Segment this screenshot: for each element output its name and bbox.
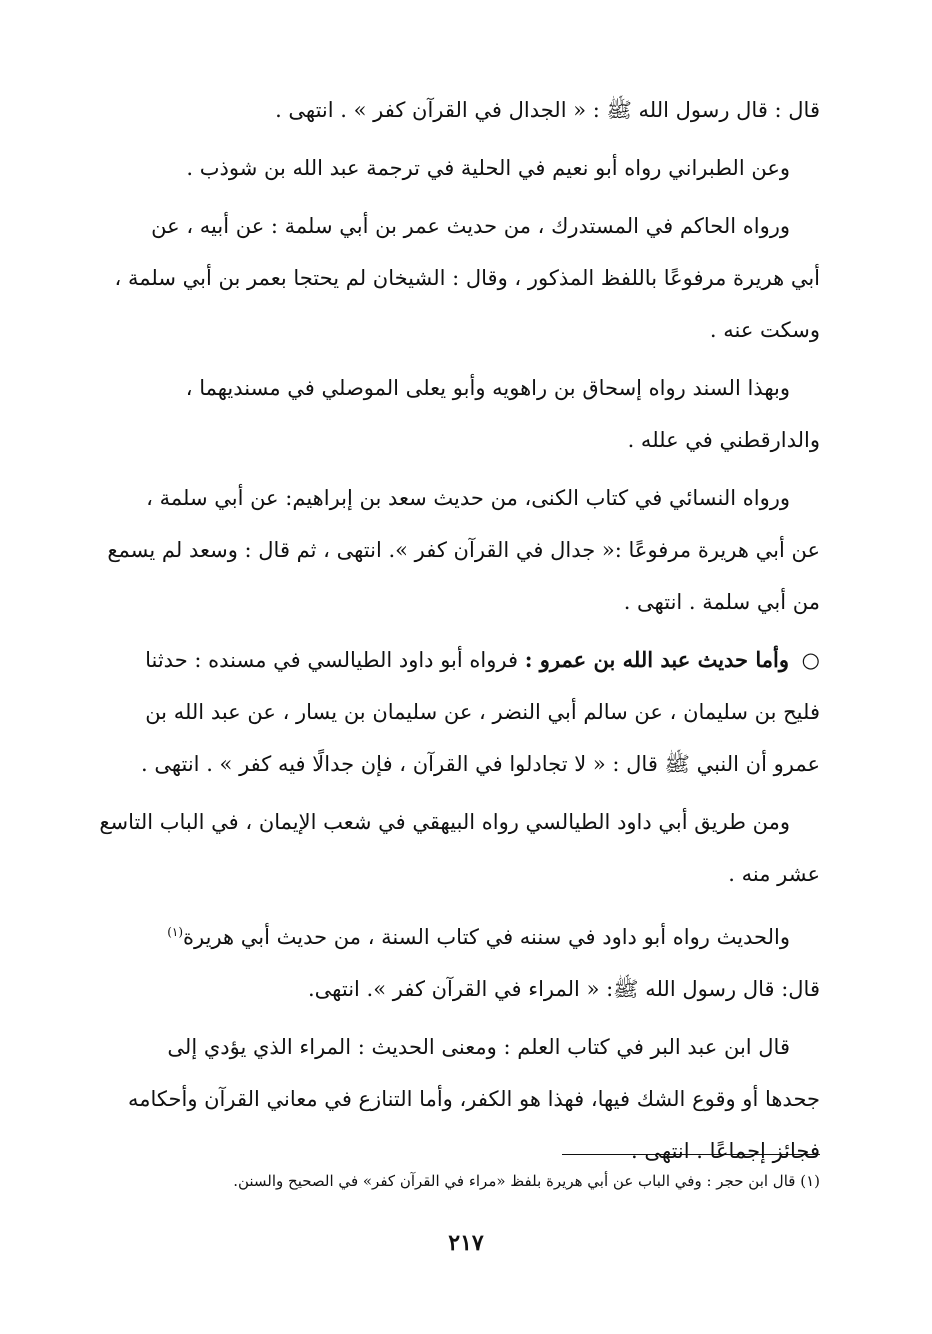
text-line-with-ref bbox=[100, 906, 820, 963]
text-line: وعن الطبراني رواه أبو نعيم في الحلية في ترجمة عبد الله بن شوذب . bbox=[186, 156, 790, 180]
text-line: والدارقطني في علله . bbox=[627, 428, 820, 452]
text-line: جحدها أو وقوع الشك فيها، فهذا هو الكفر، وأما التنازع في معاني القرآن وأحكامه bbox=[128, 1087, 820, 1111]
paragraph-4 bbox=[100, 362, 820, 466]
page-number: ٢١٧ bbox=[448, 1230, 484, 1256]
paragraph-3 bbox=[100, 200, 820, 356]
text-line: عمرو أن النبي ﷺ قال : « لا تجادلوا في القرآن ، فإن جدالًا فيه كفر » . انتهى . bbox=[140, 752, 820, 776]
page-body bbox=[100, 84, 820, 1183]
paragraph-1 bbox=[100, 84, 820, 136]
text-line: وبهذا السند رواه إسحاق بن راهويه وأبو يعلى الموصلي في مسنديهما ، bbox=[185, 376, 790, 400]
text-line: عن أبي هريرة مرفوعًا :« جدال في القرآن كفر ». انتهى ، ثم قال : وسعد لم يسمع bbox=[107, 538, 820, 562]
paragraph-5 bbox=[100, 472, 820, 628]
paragraph-6 bbox=[100, 634, 820, 790]
text-fragment: والحديث رواه أبو داود في سننه في كتاب السنة ، من حديث أبي هريرة bbox=[183, 925, 790, 949]
text-line: قال ابن عبد البر في كتاب العلم : ومعنى الحديث : المراء الذي يؤدي إلى bbox=[167, 1035, 790, 1059]
paragraph-2 bbox=[100, 142, 820, 194]
paragraph-8 bbox=[100, 906, 820, 1015]
footnote-divider bbox=[562, 1154, 820, 1155]
text-line: من أبي سلمة . انتهى . bbox=[623, 590, 820, 614]
text-line-with-heading bbox=[100, 634, 820, 686]
text-fragment: فرواه أبو داود الطيالسي في مسنده : حدثنا bbox=[145, 648, 519, 672]
text-line: ومن طريق أبي داود الطيالسي رواه البيهقي في شعب الإيمان ، في الباب التاسع bbox=[99, 810, 790, 834]
section-heading: وأما حديث عبد الله بن عمرو : bbox=[524, 647, 789, 672]
text-line: قال: قال رسول الله ﷺ: « المراء في القرآن كفر ». انتهى. bbox=[308, 977, 820, 1001]
text-line: فجائز إجماعًا . انتهى . bbox=[631, 1139, 820, 1163]
circle-marker-icon: ○ bbox=[801, 648, 820, 672]
paragraph-7 bbox=[100, 796, 820, 900]
text-line: وسكت عنه . bbox=[709, 318, 820, 342]
footnote-text: (١) قال ابن حجر : وفي الباب عن أبي هريرة بلفظ «مراء في القرآن كفر» في الصحيح والسنن. bbox=[233, 1172, 820, 1190]
footnote-reference: (١) bbox=[167, 925, 184, 939]
text-line: فليح بن سليمان ، عن سالم أبي النضر ، عن سليمان بن يسار ، عن عبد الله بن bbox=[145, 700, 820, 724]
text-line: ورواه النسائي في كتاب الكنى، من حديث سعد بن إبراهيم: عن أبي سلمة ، bbox=[146, 486, 790, 510]
text-line: عشر منه . bbox=[728, 862, 820, 886]
text-line: ورواه الحاكم في المستدرك ، من حديث عمر بن أبي سلمة : عن أبيه ، عن bbox=[151, 214, 790, 238]
text-line: أبي هريرة مرفوعًا باللفظ المذكور ، وقال : الشيخان لم يحتجا بعمر بن أبي سلمة ، bbox=[114, 266, 820, 290]
text-line: قال : قال رسول الله ﷺ : « الجدال في القرآن كفر » . انتهى . bbox=[275, 98, 820, 122]
